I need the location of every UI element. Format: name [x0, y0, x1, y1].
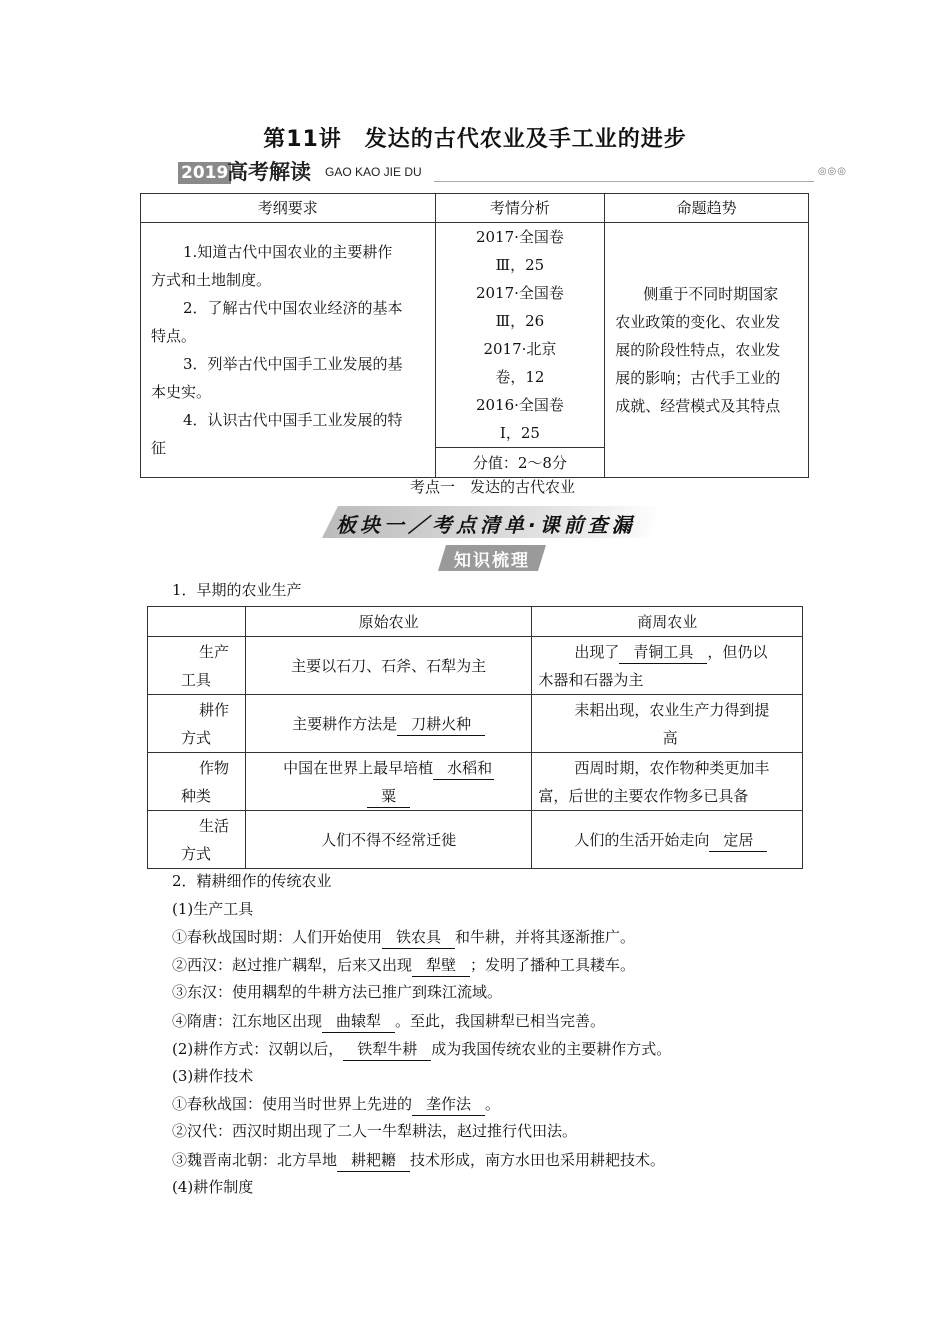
answer-blank: 曲辕犁 [322, 1010, 395, 1033]
tag-label: 知识梳理 [454, 551, 530, 571]
corner-cell [148, 607, 246, 637]
cell-line [246, 754, 531, 782]
text-line [172, 1093, 500, 1116]
table-row [148, 637, 803, 695]
requirement-line: 征 [151, 439, 167, 457]
text: (2)耕作方式：汉朝以后， [172, 1040, 344, 1058]
cell-text: ，但仍以 [707, 642, 768, 661]
trend-line: 展的阶段性特点，农业发 [615, 341, 781, 359]
text-line [172, 954, 635, 977]
analysis-line: 2017·北京 [483, 340, 557, 358]
trend-line: 农业政策的变化、农业发 [615, 313, 781, 331]
row-header-line: 工具 [181, 670, 212, 689]
gaokao-year: 2019 [178, 162, 231, 184]
score-cell: 分值：2～8分 [435, 448, 605, 478]
answer-blank: 铁农具 [382, 926, 455, 949]
table-row [148, 695, 803, 753]
cell-line [538, 638, 802, 666]
text: 成为我国传统农业的主要耕作方式。 [431, 1040, 672, 1058]
header-trend: 命题趋势 [605, 194, 809, 223]
cell-line: 耒耜出现，农业生产力得到提 [574, 700, 770, 719]
analysis-line: 2016·全国卷 [475, 396, 564, 414]
subsection-heading: 2．精耕细作的传统农业 [172, 872, 332, 890]
cell-text: 中国在世界上最早培植 [283, 758, 434, 777]
paragraph-heading: (3)耕作技术 [172, 1067, 254, 1085]
row-header-line: 方式 [181, 844, 212, 863]
gaokao-title: 高考解读 [227, 160, 311, 184]
requirement-line: 特点。 [151, 327, 197, 345]
page-title: 第11讲 发达的古代农业及手工业的进步 [263, 127, 687, 152]
cell-text: 主要耕作方法是 [292, 714, 398, 733]
requirement-line: 本史实。 [151, 383, 212, 401]
answer-blank: 水稻和 [433, 757, 494, 780]
text: ①春秋战国：使用当时世界上先进的 [172, 1095, 413, 1113]
text: 。 [485, 1095, 501, 1113]
answer-blank: 刀耕火种 [397, 713, 485, 736]
header-requirements: 考纲要求 [141, 194, 436, 223]
primitive-cell [245, 753, 531, 811]
requirement-line: 方式和土地制度。 [151, 271, 272, 289]
row-header-line: 方式 [181, 728, 212, 747]
cell-line [246, 782, 531, 810]
answer-blank: 粟 [367, 785, 410, 808]
cell-text: 人们的生活开始走向 [574, 830, 710, 849]
requirement-line: 2．了解古代中国农业经济的基本 [183, 299, 403, 317]
table-row [148, 753, 803, 811]
analysis-line: Ⅲ，26 [495, 312, 545, 330]
text-line [172, 1038, 671, 1061]
shangzhou-cell [532, 811, 803, 869]
trend-line: 展的影响；古代手工业的 [615, 369, 781, 387]
row-header [148, 811, 246, 869]
text: 。至此，我国耕犁已相当完善。 [395, 1012, 606, 1030]
header-primitive: 原始农业 [245, 607, 531, 637]
gaokao-header [172, 160, 847, 186]
requirement-line: 1.知道古代中国农业的主要耕作 [183, 243, 393, 261]
module-banner [322, 506, 662, 538]
answer-blank: 垄作法 [412, 1093, 485, 1116]
cell-line: 高 [662, 728, 678, 747]
row-header-line: 作物 [199, 758, 230, 777]
text: 技术形成，南方水田也采用耕耙技术。 [410, 1151, 666, 1169]
cell-line: 富，后世的主要农作物多已具备 [538, 786, 749, 805]
text-line: ③东汉：使用耦犁的牛耕方法已推广到珠江流域。 [172, 983, 503, 1001]
requirement-line: 4．认识古代中国手工业发展的特 [183, 411, 403, 429]
text: ②西汉：赵过推广耦犁，后来又出现 [172, 956, 413, 974]
answer-blank: 青铜工具 [619, 641, 707, 664]
trend-line: 成就、经营模式及其特点 [615, 397, 781, 415]
row-header [148, 637, 246, 695]
text-line [172, 926, 635, 949]
analysis-line: Ⅲ，25 [495, 256, 545, 274]
cell-text: 出现了 [574, 642, 620, 661]
row-header-line: 耕作 [199, 700, 230, 719]
shangzhou-cell [532, 753, 803, 811]
row-header [148, 753, 246, 811]
cell-line: 西周时期，农作物种类更加丰 [574, 758, 770, 777]
analysis-line: 2017·全国卷 [475, 228, 564, 246]
analysis-line: 2017·全国卷 [475, 284, 564, 302]
trend-cell [605, 223, 809, 478]
answer-blank: 定居 [709, 829, 767, 852]
primitive-cell [245, 695, 531, 753]
gaokao-subtitle: GAO KAO JIE DU [325, 165, 422, 179]
row-header [148, 695, 246, 753]
answer-blank: 犁壁 [412, 954, 470, 977]
paragraph-heading: (4)耕作制度 [172, 1178, 254, 1196]
shangzhou-cell [532, 637, 803, 695]
text-line: ②汉代：西汉时期出现了二人一牛犁耕法，赵过推行代田法。 [172, 1122, 578, 1140]
row-header-line: 种类 [181, 786, 212, 805]
divider [434, 181, 814, 182]
agri-table [147, 606, 803, 869]
trend-line: 侧重于不同时期国家 [643, 285, 779, 303]
answer-blank: 铁犁牛耕 [343, 1038, 431, 1061]
header-shangzhou: 商周农业 [532, 607, 803, 637]
primitive-cell: 主要以石刀、石斧、石犁为主 [245, 637, 531, 695]
text: ①春秋战国时期：人们开始使用 [172, 928, 383, 946]
text-line [172, 1149, 665, 1172]
text: 和牛耕，并将其逐渐推广。 [455, 928, 636, 946]
banner-label: 板块一／考点清单·课前查漏 [336, 513, 636, 537]
analysis-line: 卷，12 [495, 368, 545, 386]
row-header-line: 生活 [199, 816, 230, 835]
table-row [148, 811, 803, 869]
analysis-line: Ⅰ，25 [499, 424, 540, 442]
exam-table [140, 193, 809, 478]
text: ③魏晋南北朝：北方旱地 [172, 1151, 338, 1169]
shangzhou-cell [532, 695, 803, 753]
section-title: 考点一 发达的古代农业 [409, 478, 575, 496]
text: ④隋唐：江东地区出现 [172, 1012, 323, 1030]
requirements-cell [141, 223, 436, 478]
dots-icon: ◎◎◎ [817, 166, 847, 177]
requirement-line: 3．列举古代中国手工业发展的基 [183, 355, 403, 373]
subsection-heading: 1．早期的农业生产 [172, 581, 302, 599]
knowledge-tag [438, 545, 546, 571]
text-line [172, 1010, 605, 1033]
answer-blank: 耕耙耱 [337, 1149, 410, 1172]
text: ；发明了播种工具耧车。 [470, 956, 636, 974]
analysis-cell [435, 223, 605, 448]
primitive-cell: 人们不得不经常迁徙 [245, 811, 531, 869]
row-header-line: 生产 [199, 642, 230, 661]
paragraph-heading: (1)生产工具 [172, 900, 254, 918]
cell-line: 木器和石器为主 [538, 670, 644, 689]
header-analysis: 考情分析 [435, 194, 605, 223]
